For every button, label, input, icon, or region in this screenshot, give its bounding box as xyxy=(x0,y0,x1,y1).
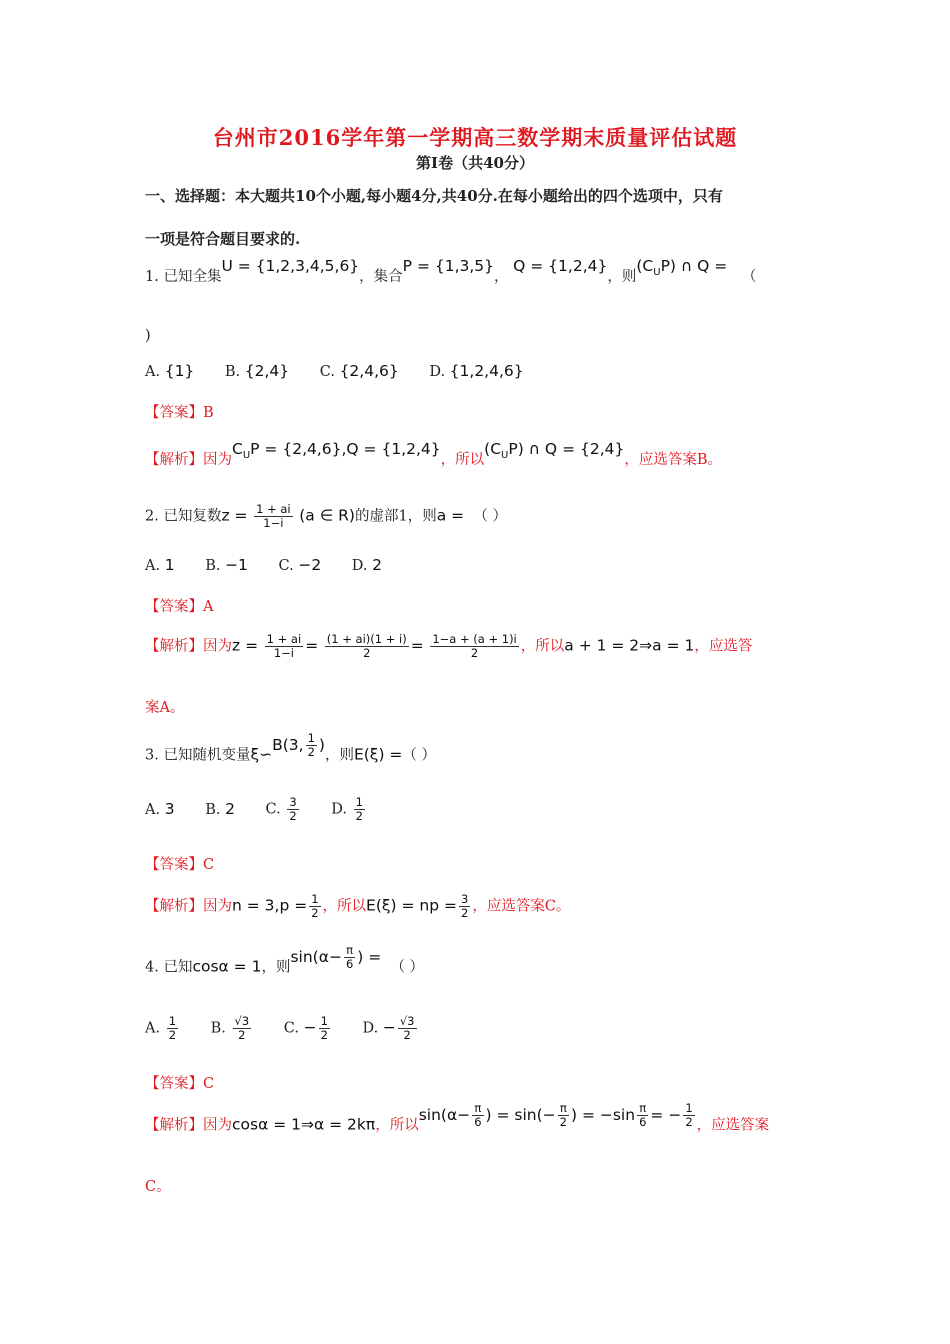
question-4 xyxy=(145,943,425,981)
q1-text: ，则 xyxy=(607,269,637,285)
analysis-tag: 【解析】 xyxy=(145,1117,203,1134)
option-value: 3 xyxy=(164,799,175,818)
analysis-text: ，应选答案C。 xyxy=(472,898,571,915)
fraction-numerator: 1 xyxy=(307,731,315,745)
q1-option-d xyxy=(429,362,523,380)
analysis-fraction xyxy=(472,1102,483,1129)
analysis-tag: 【解析】 xyxy=(145,898,203,915)
option-letter: D. xyxy=(351,558,368,574)
section-heading-line2: 一项是符合题目要求的. xyxy=(145,230,301,248)
q4-math: ) = xyxy=(357,947,382,966)
fraction-denominator: 2 xyxy=(363,646,371,660)
q4-math: sin(α− xyxy=(290,947,342,966)
option-fraction xyxy=(319,1015,330,1042)
analysis-math: ) = −sin xyxy=(570,1105,636,1124)
q1-set-q: Q = {1,2,4} xyxy=(513,257,608,275)
q1-paren-close: ) xyxy=(145,328,151,344)
analysis-math: E(ξ) = np = xyxy=(366,896,457,915)
q1-text: 1. 已知全集 xyxy=(145,269,222,285)
fraction-numerator: 1 xyxy=(685,1101,693,1115)
q1-option-c xyxy=(320,362,399,380)
option-fraction xyxy=(354,796,365,823)
analysis-text: 因为 xyxy=(203,638,232,655)
q1-analysis xyxy=(145,440,723,471)
answer-tag: 【答案】 xyxy=(145,857,203,873)
fraction-denominator: 2 xyxy=(311,906,319,920)
fraction-denominator: 2 xyxy=(168,1028,177,1042)
analysis-tag: 【解析】 xyxy=(145,452,203,468)
analysis-fraction xyxy=(637,1102,648,1129)
q4-analysis-cont: C。 xyxy=(145,1179,171,1195)
option-value: {2,4,6} xyxy=(339,362,399,380)
analysis-text: ，所以 xyxy=(440,452,485,468)
analysis-text: 因为 xyxy=(203,1117,232,1134)
q1-options xyxy=(145,362,550,380)
fraction-numerator: (1 + ai)(1 + i) xyxy=(326,632,407,646)
option-letter: A. xyxy=(145,364,161,380)
q4-analysis xyxy=(145,1101,770,1139)
math-part: P = {2,4,6},Q = {1,2,4} xyxy=(250,440,441,458)
math-part: C xyxy=(232,440,243,458)
analysis-math: = xyxy=(305,636,319,655)
q4-option-b xyxy=(211,1015,254,1042)
answer-value: C xyxy=(203,857,215,873)
option-value: 2 xyxy=(225,799,235,818)
option-fraction xyxy=(287,796,298,823)
fraction-denominator: 2 xyxy=(470,646,479,660)
q2-math: z = xyxy=(221,506,248,525)
option-letter: D. xyxy=(362,1020,379,1037)
q1-option-a xyxy=(145,362,194,380)
option-letter: C. xyxy=(319,364,335,380)
fraction-numerator: √3 xyxy=(399,1014,415,1028)
analysis-math: a + 1 = 2⇒a = 1 xyxy=(564,636,695,655)
math-sub: U xyxy=(501,450,509,462)
question-1 xyxy=(145,257,757,288)
q2-paren: （ ） xyxy=(473,508,507,525)
option-letter: A. xyxy=(145,801,161,818)
q3-text: ，则 xyxy=(324,747,354,764)
q2-text: 2. 已知复数 xyxy=(145,508,222,525)
answer-value: C xyxy=(203,1076,215,1092)
q2-option-c xyxy=(279,556,322,574)
fraction-denominator: 2 xyxy=(685,1115,693,1129)
option-letter: B. xyxy=(224,364,241,380)
option-value: −1 xyxy=(225,556,248,574)
fraction-denominator: 2 xyxy=(307,745,315,759)
option-letter: C. xyxy=(265,801,281,818)
q2-analysis xyxy=(145,633,752,660)
q4-option-c xyxy=(284,1015,332,1042)
analysis-text: 因为 xyxy=(203,452,232,468)
analysis-fraction xyxy=(325,633,409,660)
q3-math: ξ∽ xyxy=(250,745,273,764)
analysis-math xyxy=(232,440,441,462)
q4-text: 4. 已知 xyxy=(145,959,193,976)
q4-answer xyxy=(145,1072,214,1093)
fraction-denominator: 6 xyxy=(345,957,354,971)
option-letter: B. xyxy=(205,801,221,818)
section-heading-line1: 一、选择题：本大题共10个小题,每小题4分,共40分.在每小题给出的四个选项中，只有 xyxy=(145,187,723,205)
q3-analysis xyxy=(145,893,570,920)
q3-option-d xyxy=(331,796,367,823)
option-letter: C. xyxy=(283,1020,299,1037)
fraction-numerator: π xyxy=(472,1102,483,1116)
analysis-fraction xyxy=(265,633,304,660)
q2-options xyxy=(145,556,408,574)
option-value: {1,2,4,6} xyxy=(449,362,524,380)
fraction-denominator: 2 xyxy=(559,1115,567,1129)
q1-text: ，集合 xyxy=(359,269,403,285)
fraction-numerator: 1 xyxy=(168,1014,177,1028)
q3-fraction xyxy=(306,732,317,759)
q2-option-d xyxy=(352,556,382,574)
q1-expression xyxy=(636,257,728,279)
fraction-numerator: π xyxy=(344,944,355,958)
q2-fraction xyxy=(254,503,293,530)
option-letter: D. xyxy=(331,801,347,818)
question-3 xyxy=(145,731,437,769)
analysis-text: ，应选答 xyxy=(694,638,753,655)
q4-options xyxy=(145,1015,445,1042)
fraction-denominator: 2 xyxy=(403,1028,411,1042)
math-part: P) ∩ Q = {2,4} xyxy=(508,440,625,458)
answer-tag: 【答案】 xyxy=(145,1076,203,1092)
analysis-fraction xyxy=(459,893,470,920)
analysis-text: 因为 xyxy=(203,898,232,915)
fraction-denominator: 2 xyxy=(320,1028,328,1042)
page-title: 台州市2016学年第一学期高三数学期末质量评估试题 xyxy=(212,125,738,150)
fraction-denominator: 2 xyxy=(238,1028,246,1042)
option-letter: D. xyxy=(429,364,446,380)
q2-analysis-cont: 案A。 xyxy=(145,700,185,716)
analysis-tag: 【解析】 xyxy=(145,638,203,655)
analysis-math: = xyxy=(410,636,424,655)
fraction-denominator: 6 xyxy=(474,1115,482,1129)
q1-answer xyxy=(145,401,214,422)
q1-expr-sub: U xyxy=(653,267,661,279)
q1-set-p: P = {1,3,5} xyxy=(402,257,495,275)
q3-options xyxy=(145,796,393,823)
q1-set-u: U = {1,2,3,4,5,6} xyxy=(221,257,360,275)
analysis-fraction xyxy=(683,1102,694,1129)
q2-math: a = xyxy=(436,506,465,525)
q3-text: 3. 已知随机变量 xyxy=(145,747,251,764)
analysis-text: ，所以 xyxy=(520,638,565,655)
analysis-math: cosα = 1⇒α = 2kπ xyxy=(232,1115,376,1134)
analysis-math: ) = sin(− xyxy=(485,1105,556,1124)
q2-text: 的虚部1，则 xyxy=(354,508,437,525)
fraction-numerator: 1 xyxy=(320,1014,328,1028)
q1-option-b xyxy=(225,362,289,380)
analysis-math xyxy=(484,440,625,462)
analysis-math: n = 3,p = xyxy=(232,896,308,915)
option-value: −2 xyxy=(298,556,322,574)
q2-math: (a ∈ R) xyxy=(299,506,355,525)
analysis-math: = − xyxy=(650,1105,682,1124)
fraction-numerator: 1 + ai xyxy=(266,632,302,646)
option-letter: C. xyxy=(278,558,294,574)
option-letter: A. xyxy=(145,558,161,574)
fraction-denominator: 1−i xyxy=(273,646,294,660)
page-subtitle: 第Ⅰ卷（共40分） xyxy=(416,154,534,172)
fraction-numerator: 3 xyxy=(289,795,297,809)
analysis-math: z = xyxy=(232,636,259,655)
answer-tag: 【答案】 xyxy=(145,405,203,421)
fraction-numerator: 1−a + (a + 1)i xyxy=(432,632,517,646)
fraction-numerator: π xyxy=(637,1102,648,1116)
q2-option-a xyxy=(145,556,175,574)
analysis-text: ，应选答案 xyxy=(696,1117,770,1134)
fraction-numerator: 1 + ai xyxy=(256,502,291,516)
analysis-text: ，所以 xyxy=(375,1117,419,1134)
answer-value: A xyxy=(203,599,214,615)
math-sub: U xyxy=(242,450,251,462)
fraction-numerator: π xyxy=(558,1102,569,1116)
q2-option-b xyxy=(205,556,248,574)
option-letter: A. xyxy=(145,1020,161,1037)
q3-paren: （ ） xyxy=(402,747,437,764)
q1-text: ， xyxy=(494,269,509,285)
q3-option-c xyxy=(266,796,301,823)
q1-expr-part: P) ∩ Q = xyxy=(660,257,728,275)
q3-answer xyxy=(145,853,214,874)
q4-text: ，则 xyxy=(261,959,291,976)
q4-option-d xyxy=(363,1015,419,1042)
q4-math: cosα = 1 xyxy=(192,957,262,976)
option-value: {2,4} xyxy=(244,362,290,380)
q3-option-a xyxy=(145,800,175,818)
analysis-fraction xyxy=(430,633,518,660)
fraction-denominator: 1−i xyxy=(263,516,284,530)
option-fraction xyxy=(398,1015,417,1042)
q3-math: ) xyxy=(318,735,325,754)
q4-fraction xyxy=(344,944,355,971)
option-fraction xyxy=(233,1015,252,1042)
fraction-numerator: 3 xyxy=(461,892,469,906)
fraction-denominator: 2 xyxy=(355,809,363,823)
analysis-text: ，应选答案B。 xyxy=(624,452,723,468)
option-sign: − xyxy=(382,1018,396,1037)
question-2 xyxy=(145,503,507,530)
answer-value: B xyxy=(203,405,214,421)
option-value: 2 xyxy=(372,556,382,574)
q2-answer xyxy=(145,595,213,616)
option-sign: − xyxy=(303,1018,317,1037)
q3-math: E(ξ) = xyxy=(353,745,403,764)
analysis-fraction xyxy=(309,893,320,920)
fraction-denominator: 2 xyxy=(289,809,297,823)
fraction-denominator: 6 xyxy=(639,1115,647,1129)
fraction-denominator: 2 xyxy=(461,906,469,920)
q4-option-a xyxy=(145,1015,180,1042)
q1-paren-open: （ xyxy=(741,269,757,285)
option-value: {1} xyxy=(164,362,195,380)
analysis-text: ，所以 xyxy=(322,898,367,915)
q3-option-b xyxy=(205,800,235,818)
fraction-numerator: 1 xyxy=(355,795,363,809)
fraction-numerator: √3 xyxy=(234,1014,250,1028)
q1-expr-part: (C xyxy=(636,257,654,275)
answer-tag: 【答案】 xyxy=(145,599,203,615)
analysis-fraction xyxy=(558,1102,569,1129)
option-value: 1 xyxy=(164,556,175,574)
q4-paren: （ ） xyxy=(390,959,425,976)
option-letter: B. xyxy=(205,558,221,574)
option-fraction xyxy=(167,1015,178,1042)
fraction-numerator: 1 xyxy=(311,892,319,906)
option-letter: B. xyxy=(210,1020,226,1037)
analysis-math: sin(α− xyxy=(418,1105,471,1124)
math-part: (C xyxy=(484,440,502,458)
q3-math: B(3, xyxy=(272,735,304,754)
